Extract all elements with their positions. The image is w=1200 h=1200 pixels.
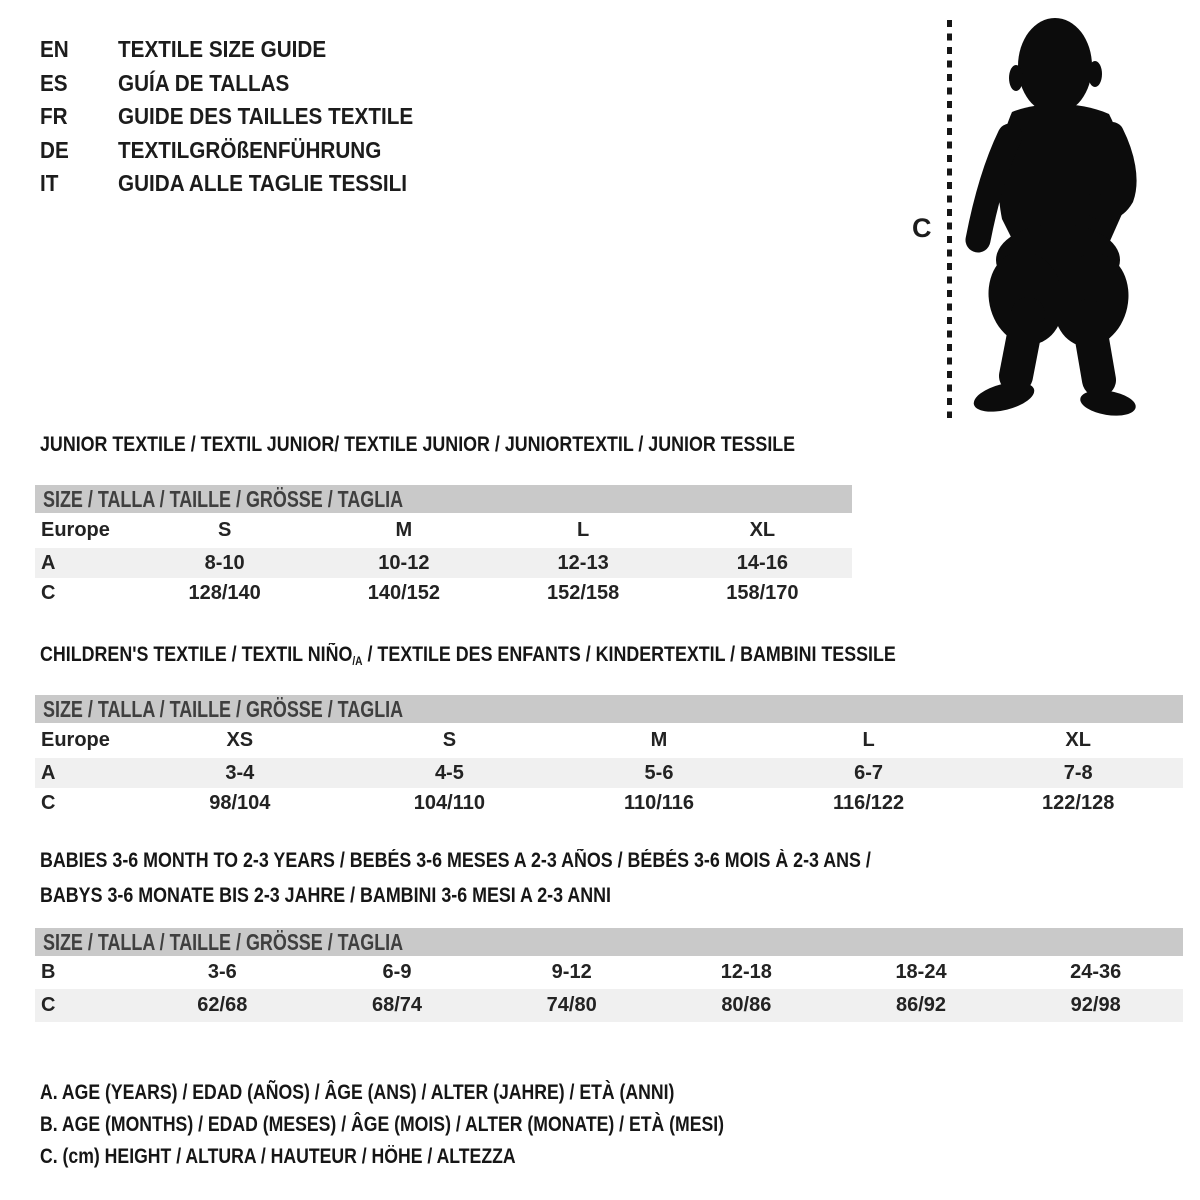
table-cell: 7-8 xyxy=(1063,761,1093,784)
table-cell: 9-12 xyxy=(551,961,592,983)
language-code: IT xyxy=(40,170,59,197)
language-row-fr xyxy=(40,100,446,134)
table-cell: 68/74 xyxy=(371,994,423,1016)
language-list xyxy=(40,33,446,201)
table-cell: 6-9 xyxy=(382,961,412,983)
size-col-header: S xyxy=(217,519,232,541)
table-cell: 4-5 xyxy=(434,761,464,784)
table-cell: 18-24 xyxy=(895,961,947,983)
table-cell: 12-18 xyxy=(720,961,772,983)
row-label: C xyxy=(41,994,56,1016)
language-title: TEXTILE SIZE GUIDE xyxy=(118,36,327,63)
region-header: Europe xyxy=(41,729,110,751)
language-row-en xyxy=(40,33,446,67)
table-cell: 152/158 xyxy=(546,581,620,604)
language-code: DE xyxy=(40,136,69,163)
region-header: Europe xyxy=(41,519,110,541)
language-row-it xyxy=(40,167,446,201)
table-cell: 116/122 xyxy=(832,791,905,814)
table-row xyxy=(35,513,852,548)
table-cell: 80/86 xyxy=(721,994,772,1016)
children-title-sub: /A xyxy=(352,654,363,668)
row-label: B xyxy=(41,961,56,983)
babies-section-title-line1: BABIES 3-6 MONTH TO 2-3 YEARS / BEBÉS 3-6 MESES A 2-3 AÑOS / BÉBÉS 3-6 MOIS À 2-3 ANS / xyxy=(40,849,871,872)
language-title: GUIDA ALLE TAGLIE TESSILI xyxy=(118,170,408,197)
size-col-header: XL xyxy=(1065,729,1091,751)
height-measure-dashed-line xyxy=(947,20,952,418)
footnote-a: A. AGE (YEARS) / EDAD (AÑOS) / ÂGE (ANS) / ALTER (JAHRE) / ETÀ (ANNI) xyxy=(40,1081,675,1104)
footnote-c: C. (cm) HEIGHT / ALTURA / HAUTEUR / HÖHE / ALTEZZA xyxy=(40,1145,516,1168)
table-row xyxy=(35,548,852,578)
language-code: ES xyxy=(40,69,68,96)
babies-size-table xyxy=(35,928,1183,1022)
children-title-post: / TEXTILE DES ENFANTS / KINDERTEXTIL / BAMBINI TESSILE xyxy=(362,643,896,666)
table-cell: 5-6 xyxy=(644,761,674,784)
table-row xyxy=(35,956,1183,989)
baby-silhouette xyxy=(962,14,1140,422)
table-cell: 98/104 xyxy=(209,791,271,814)
children-section-title xyxy=(40,643,1047,668)
row-label: A xyxy=(41,761,56,784)
table-cell: 110/116 xyxy=(623,791,695,814)
children-size-table xyxy=(35,695,1183,818)
size-header-label: SIZE / TALLA / TAILLE / GRÖSSE / TAGLIA xyxy=(43,695,404,722)
size-header-bar xyxy=(35,928,1183,956)
size-col-header: M xyxy=(395,519,413,541)
size-header-label: SIZE / TALLA / TAILLE / GRÖSSE / TAGLIA xyxy=(43,485,404,512)
size-header-bar xyxy=(35,485,852,513)
table-row xyxy=(35,578,852,608)
size-col-header: M xyxy=(650,729,668,751)
language-title: TEXTILGRÖßENFÜHRUNG xyxy=(118,136,382,163)
language-code: FR xyxy=(40,103,68,130)
table-cell: 104/110 xyxy=(413,791,485,814)
size-col-header: XL xyxy=(749,519,776,541)
table-cell: 24-36 xyxy=(1070,961,1122,983)
language-row-de xyxy=(40,134,446,168)
junior-size-table xyxy=(35,485,852,608)
children-title-pre: CHILDREN'S TEXTILE / TEXTIL NIÑO xyxy=(40,643,353,666)
table-cell: 140/152 xyxy=(367,581,441,604)
table-cell: 62/68 xyxy=(197,994,248,1016)
table-cell: 92/98 xyxy=(1070,994,1121,1016)
language-code: EN xyxy=(40,36,69,63)
language-row-es xyxy=(40,67,446,101)
table-row xyxy=(35,788,1183,818)
table-row xyxy=(35,758,1183,788)
row-label: C xyxy=(41,581,56,604)
size-col-header: L xyxy=(577,519,590,541)
size-header-bar xyxy=(35,695,1183,723)
table-cell: 158/170 xyxy=(726,581,799,604)
babies-section-title-line2: BABYS 3-6 MONATE BIS 2-3 JAHRE / BAMBINI 3-6 MESI A 2-3 ANNI xyxy=(40,884,611,907)
table-cell: 14-16 xyxy=(736,551,788,574)
size-col-header: S xyxy=(442,729,457,751)
table-cell: 3-6 xyxy=(207,961,237,983)
footnotes xyxy=(40,1077,854,1173)
table-cell: 3-4 xyxy=(225,761,255,784)
junior-section-title: JUNIOR TEXTILE / TEXTIL JUNIOR/ TEXTILE JUNIOR / JUNIORTEXTIL / JUNIOR TESSILE xyxy=(40,433,796,456)
footnote-b: B. AGE (MONTHS) / EDAD (MESES) / ÂGE (MOIS) / ALTER (MONATE) / ETÀ (MESI) xyxy=(40,1113,725,1136)
table-cell: 86/92 xyxy=(895,994,947,1016)
row-label: A xyxy=(41,551,56,574)
table-cell: 12-13 xyxy=(557,551,609,574)
height-measure-label: C xyxy=(912,213,932,243)
table-cell: 122/128 xyxy=(1042,791,1115,814)
size-header-label: SIZE / TALLA / TAILLE / GRÖSSE / TAGLIA xyxy=(43,928,404,955)
language-title: GUIDE DES TAILLES TEXTILE xyxy=(118,103,414,130)
table-cell: 128/140 xyxy=(188,581,261,604)
table-cell: 6-7 xyxy=(854,761,884,784)
language-title: GUÍA DE TALLAS xyxy=(118,69,290,96)
table-row xyxy=(35,723,1183,758)
table-cell: 10-12 xyxy=(378,551,430,574)
size-col-header: XS xyxy=(226,729,254,751)
row-label: C xyxy=(41,791,56,814)
table-row xyxy=(35,989,1183,1022)
table-cell: 8-10 xyxy=(204,551,245,574)
table-cell: 74/80 xyxy=(546,994,597,1016)
size-col-header: L xyxy=(862,729,875,751)
